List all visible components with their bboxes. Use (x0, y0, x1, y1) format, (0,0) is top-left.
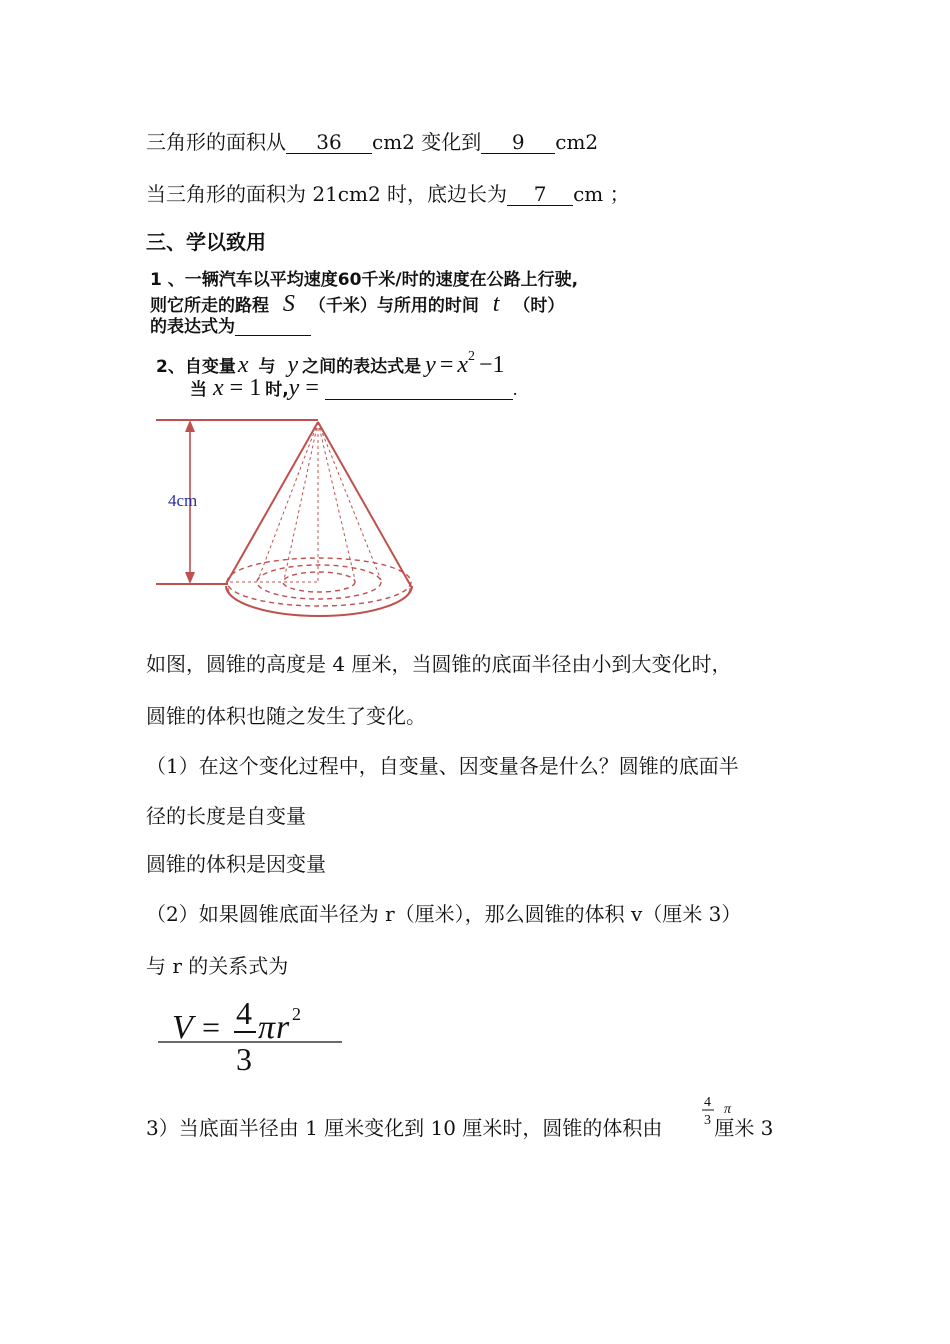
part3-suffix: 厘米 3 (714, 1116, 774, 1140)
formula-num: 4 (236, 995, 252, 1031)
q2-time: 时, (265, 380, 289, 400)
q1-line3 (150, 318, 311, 336)
small-fraction (694, 1092, 744, 1134)
blank-7: 7 (507, 184, 573, 206)
line1-prefix: 三角形的面积从 (146, 130, 286, 154)
expr-x: x (457, 352, 469, 378)
q1-line3-text: 的表达式为 (150, 317, 235, 337)
section-heading: 三、学以致用 (146, 230, 266, 254)
cond-eq: = (229, 375, 244, 401)
small-frac-num: 4 (704, 1095, 711, 1110)
q2-label-b: 与 (258, 357, 276, 377)
q1-line1: 1 、一辆汽车以平均速度60千米/时的速度在公路上行驶, (150, 270, 579, 290)
expr-eq: = (439, 352, 454, 378)
q2-period: . (512, 379, 518, 399)
line1-suffix: cm2 (555, 130, 599, 154)
q2-line2 (190, 376, 517, 400)
var-x: x (237, 352, 249, 378)
formula-lhs: V (172, 1009, 193, 1046)
cone-base-front (226, 586, 412, 616)
formula-exp: 2 (292, 1004, 301, 1024)
cone-right-edge (318, 422, 412, 588)
q1-line2-a: 则它所走的路程 (150, 296, 269, 316)
formula-r: r (276, 1009, 290, 1046)
expr-y: y (425, 352, 436, 378)
inner-edge-1 (258, 422, 318, 580)
var-t: t (492, 291, 500, 317)
part3-text (146, 1118, 773, 1138)
q2-answer-blank (325, 380, 513, 400)
line-area-change (146, 132, 598, 154)
blank-36: 36 (286, 132, 372, 154)
var-y: y (287, 352, 299, 378)
formula-eq: = (202, 1009, 221, 1045)
base-ellipse-middle (257, 565, 381, 599)
part1-answer-b: 圆锥的体积是因变量 (146, 852, 326, 876)
formula-pi: π (258, 1009, 276, 1046)
q1-answer-blank (235, 318, 311, 336)
arrow-up-icon (185, 420, 195, 432)
height-label: 4cm (168, 491, 198, 510)
part1-question: （1）在这个变化过程中，自变量、因变量各是什么？圆锥的底面半 (146, 754, 739, 778)
expr-exp: 2 (468, 349, 476, 364)
q1-line2 (150, 292, 564, 316)
volume-formula (158, 990, 344, 1080)
line2-suffix: cm ； (573, 182, 630, 206)
q1-line2-b: （千米）与所用的时间 (308, 296, 479, 316)
expr-tail: −1 (479, 352, 505, 378)
q2-line1 (156, 350, 505, 377)
inner-edge-2 (318, 422, 381, 580)
part1-answer-a: 径的长度是自变量 (146, 804, 306, 828)
line2-prefix: 当三角形的面积为 21cm2 时，底边长为 (146, 182, 508, 206)
arrow-down-icon (185, 572, 195, 584)
cone-left-edge (226, 422, 318, 584)
para-1: 如图，圆锥的高度是 4 厘米，当圆锥的底面半径由小到大变化时， (146, 652, 732, 676)
small-frac-den: 3 (704, 1113, 711, 1128)
line1-mid: cm2 变化到 (372, 130, 482, 154)
q2-label-c: 之间的表达式是 (302, 357, 422, 377)
base-ellipse-inner (283, 572, 355, 592)
part2-question-b: 与 r 的关系式为 (146, 954, 289, 978)
q2-label-a: 2、自变量 (156, 357, 236, 377)
inner-edge-3 (284, 422, 318, 580)
ans-eq: = (305, 375, 319, 401)
q1-line2-c: （时） (513, 296, 565, 316)
blank-9: 9 (481, 132, 555, 154)
para-2: 圆锥的体积也随之发生了变化。 (146, 704, 426, 728)
formula-den: 3 (236, 1041, 252, 1077)
ans-y: y (288, 375, 300, 401)
var-s: S (282, 291, 295, 317)
q2-when: 当 (190, 380, 207, 400)
cond-1: 1 (249, 375, 262, 401)
small-frac-pi: π (724, 1102, 732, 1117)
line-base-length (146, 184, 630, 206)
cone-figure (150, 410, 430, 640)
part2-question: （2）如果圆锥底面半径为 r（厘米），那么圆锥的体积 v（厘米 3） (146, 902, 742, 926)
cond-x: x (213, 375, 224, 401)
part3-prefix: 3）当底面半径由 1 厘米变化到 10 厘米时，圆锥的体积由 (146, 1116, 663, 1140)
